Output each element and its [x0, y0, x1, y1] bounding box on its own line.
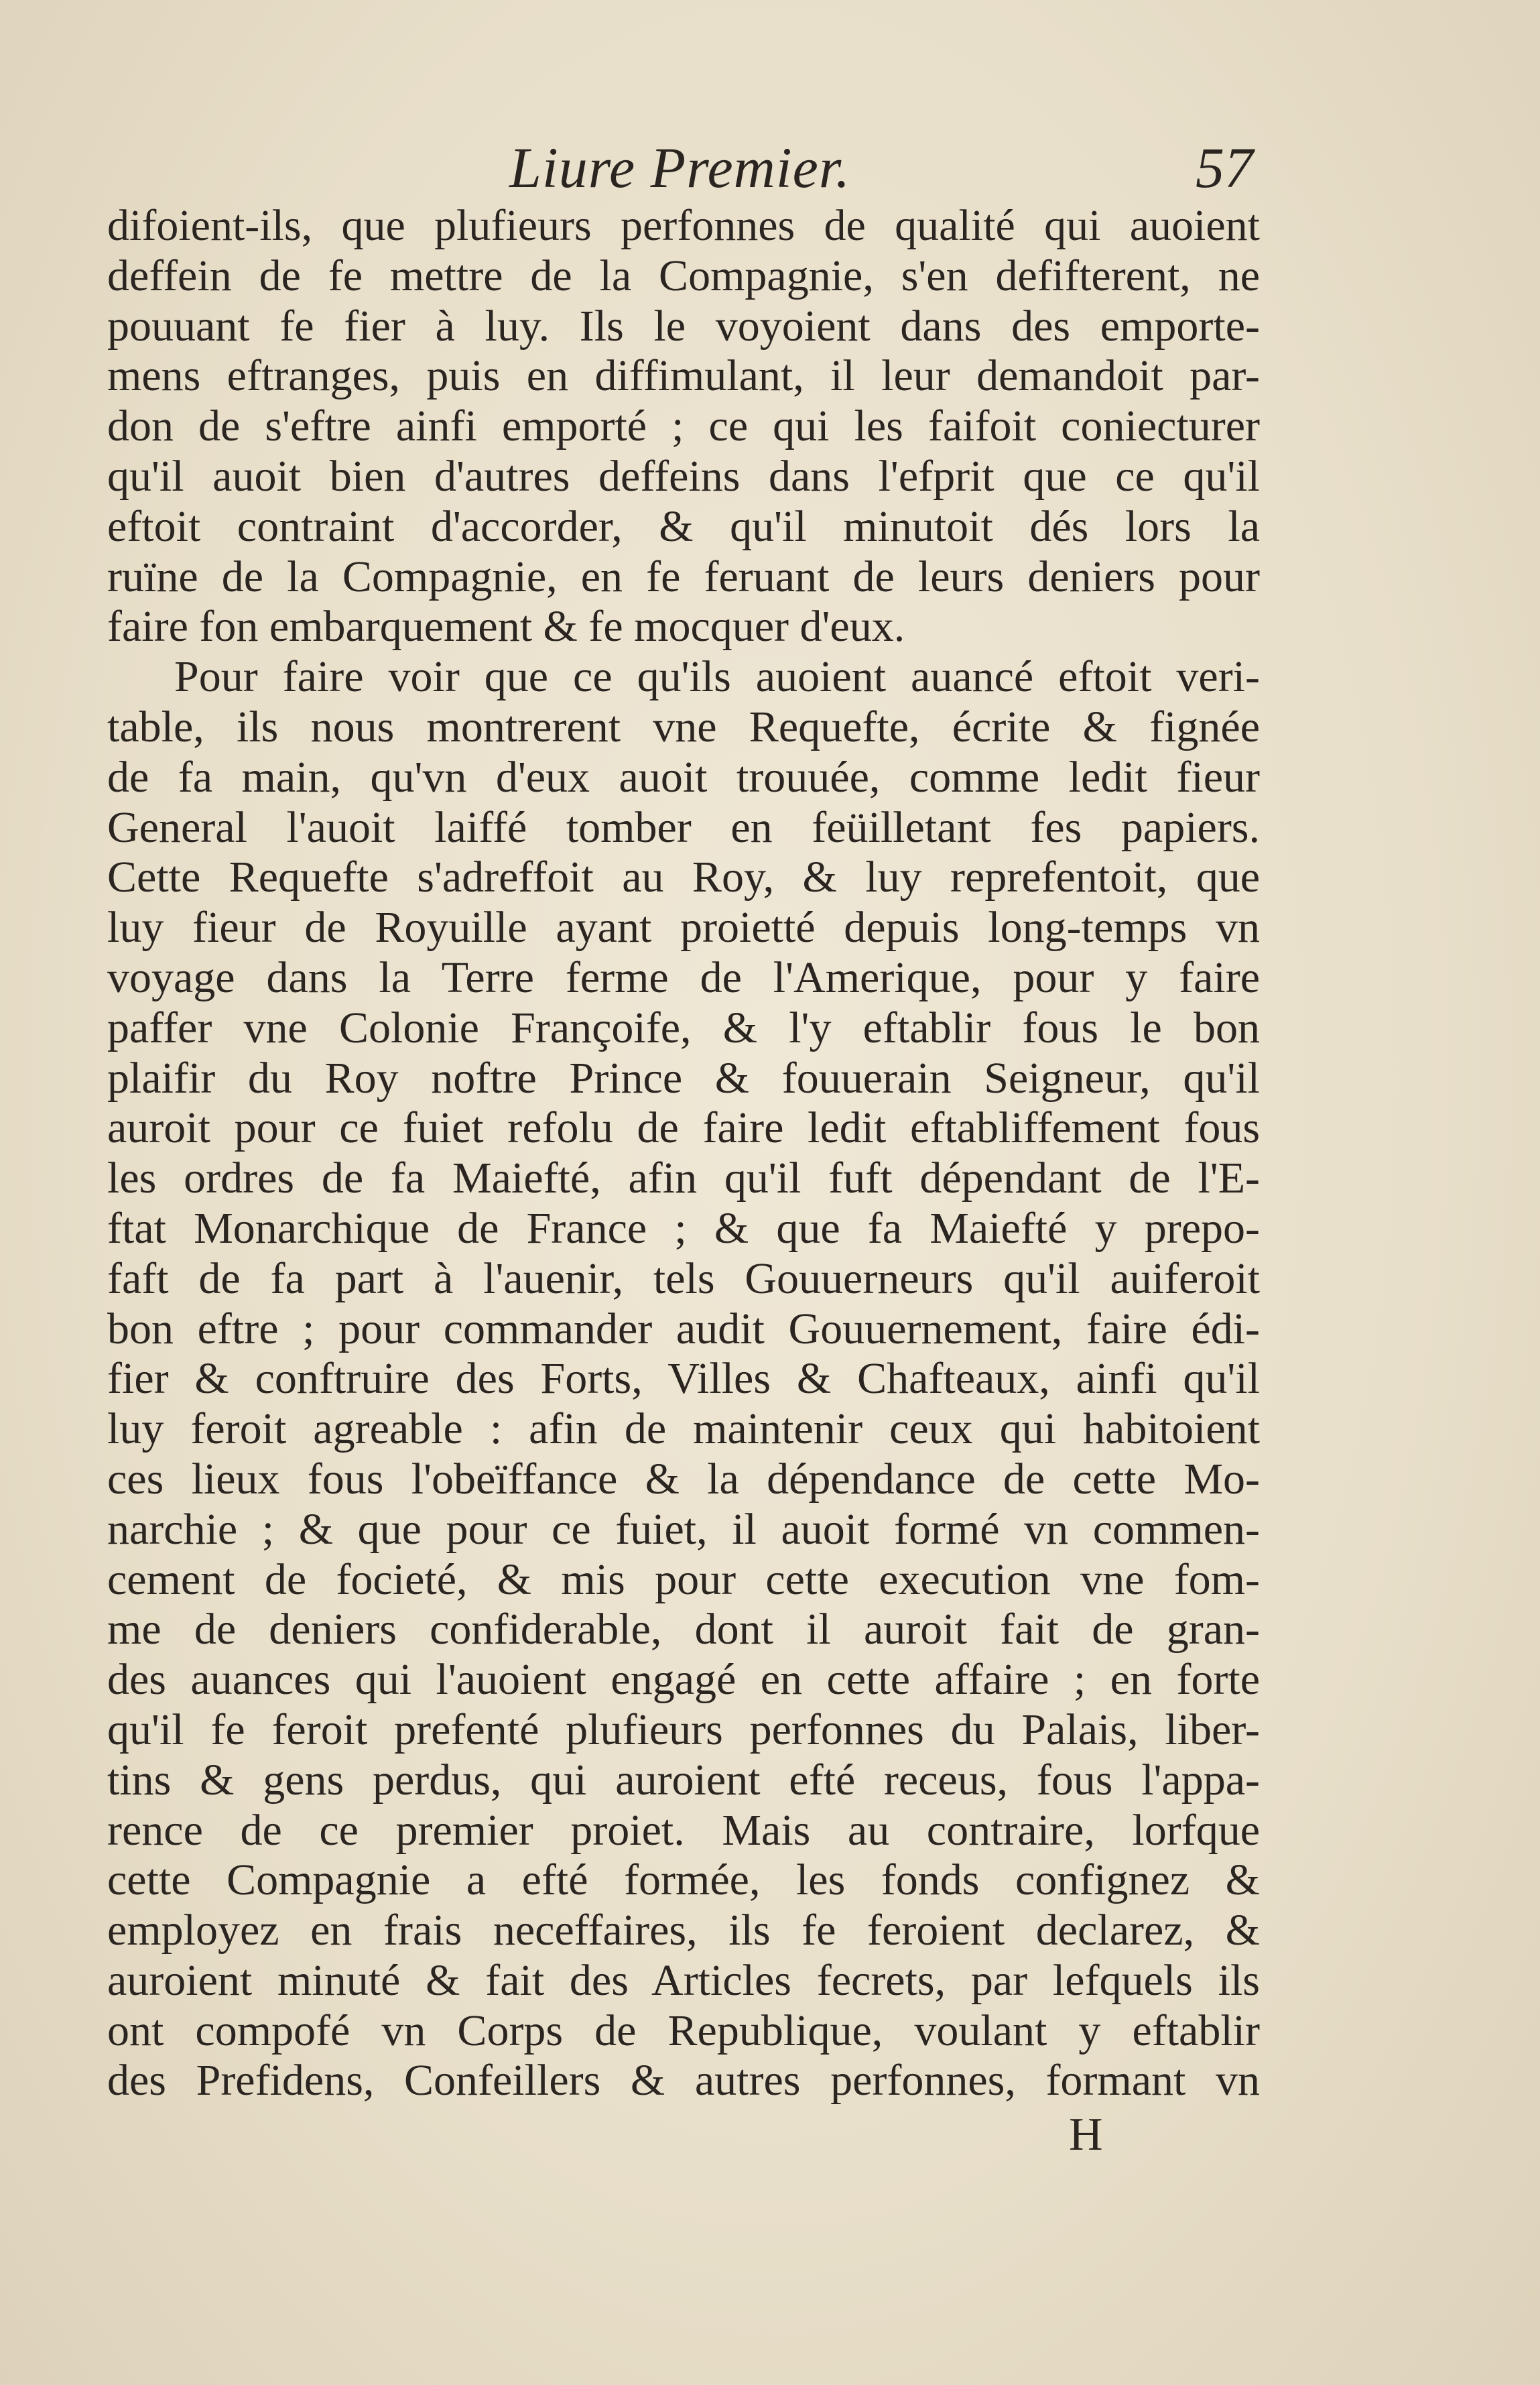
text-line: eftoit contraint d'accorder, & qu'il minutoit dés lors la — [107, 501, 1260, 551]
text-line: faft de fa part à l'auenir, tels Gouuerneurs qu'il auiferoit — [107, 1253, 1260, 1303]
text-line: deffein de fe mettre de la Compagnie, s'en defifterent, ne — [107, 251, 1260, 300]
body-text — [107, 201, 1260, 2106]
text-line: luy fieur de Royuille ayant proietté depuis long-temps vn — [107, 903, 1260, 953]
text-line: ont compofé vn Corps de Republique, voulant y eftablir — [107, 2006, 1260, 2055]
text-line: des auances qui l'auoient engagé en cette affaire ; en forte — [107, 1655, 1260, 1705]
text-line: ruïne de la Compagnie, en fe feruant de leurs deniers pour — [107, 552, 1260, 601]
text-line: fier & conftruire des Forts, Villes & Chafteaux, ainfi qu'il — [107, 1354, 1260, 1404]
text-line: General l'auoit laiffé tomber en feüilletant fes papiers. — [107, 802, 1260, 852]
text-line: auroit pour ce fuiet refolu de faire ledit eftabliffement fous — [107, 1103, 1260, 1153]
text-line: employez en frais neceffaires, ils fe feroient declarez, & — [107, 1906, 1260, 1955]
text-line: mens eftranges, puis en diffimulant, il leur demandoit par- — [107, 351, 1260, 401]
text-line: don de s'eftre ainfi emporté ; ce qui les faifoit coniecturer — [107, 402, 1260, 451]
text-line: de fa main, qu'vn d'eux auoit trouuée, comme ledit fieur — [107, 752, 1260, 802]
text-line: qu'il auoit bien d'autres deffeins dans l'efprit que ce qu'il — [107, 451, 1260, 501]
page-header — [107, 131, 1253, 204]
text-line: ftat Monarchique de France ; & que fa Maiefté y prepo- — [107, 1203, 1260, 1253]
text-line: rence de ce premier proiet. Mais au contraire, lorfque — [107, 1805, 1260, 1855]
text-line: pouuant fe fier à luy. Ils le voyoient dans des emporte- — [107, 301, 1260, 351]
text-line: ces lieux fous l'obeïffance & la dépendance de cette Mo- — [107, 1454, 1260, 1504]
paragraph — [107, 201, 1260, 652]
text-line: faire fon embarquement & fe mocquer d'eux. — [107, 602, 905, 652]
text-line: narchie ; & que pour ce fuiet, il auoit formé vn commen- — [107, 1504, 1260, 1554]
text-line: difoient-ils, que plufieurs perfonnes de qualité qui auoient — [107, 201, 1260, 250]
text-line: cette Compagnie a efté formée, les fonds confignez & — [107, 1855, 1260, 1905]
text-line: bon eftre ; pour commander audit Gouuernement, faire édi- — [107, 1304, 1260, 1353]
text-line: qu'il fe feroit prefenté plufieurs perfonnes du Palais, liber- — [107, 1705, 1260, 1754]
running-title: Liure Premier. — [509, 135, 851, 200]
signature-mark: H — [1069, 2109, 1103, 2160]
text-line: luy feroit agreable : afin de maintenir ceux qui habitoient — [107, 1404, 1260, 1454]
text-line: voyage dans la Terre ferme de l'Amerique, pour y faire — [107, 953, 1260, 1002]
text-line: paffer vne Colonie Françoife, & l'y eftablir fous le bon — [107, 1003, 1260, 1052]
paragraph — [107, 652, 1260, 2106]
text-line: Pour faire voir que ce qu'ils auoient auancé eftoit veri- — [174, 652, 1260, 702]
text-line: tins & gens perdus, qui auroient efté receus, fous l'appa- — [107, 1755, 1260, 1805]
text-line: des Prefidens, Confeillers & autres perfonnes, formant vn — [107, 2056, 1260, 2105]
text-line: Cette Requefte s'adreffoit au Roy, & luy reprefentoit, que — [107, 853, 1260, 902]
text-line: auroient minuté & fait des Articles fecrets, par lefquels ils — [107, 1955, 1260, 2005]
text-line: les ordres de fa Maiefté, afin qu'il fuft dépendant de l'E- — [107, 1154, 1260, 1203]
text-line: me de deniers confiderable, dont il auroit fait de gran- — [107, 1605, 1260, 1654]
text-line: plaifir du Roy noftre Prince & fouuerain Seigneur, qu'il — [107, 1053, 1260, 1103]
text-line: cement de focieté, & mis pour cette execution vne fom- — [107, 1554, 1260, 1604]
text-line: table, ils nous montrerent vne Requefte, écrite & fignée — [107, 702, 1260, 751]
page-number: 57 — [1196, 135, 1253, 200]
